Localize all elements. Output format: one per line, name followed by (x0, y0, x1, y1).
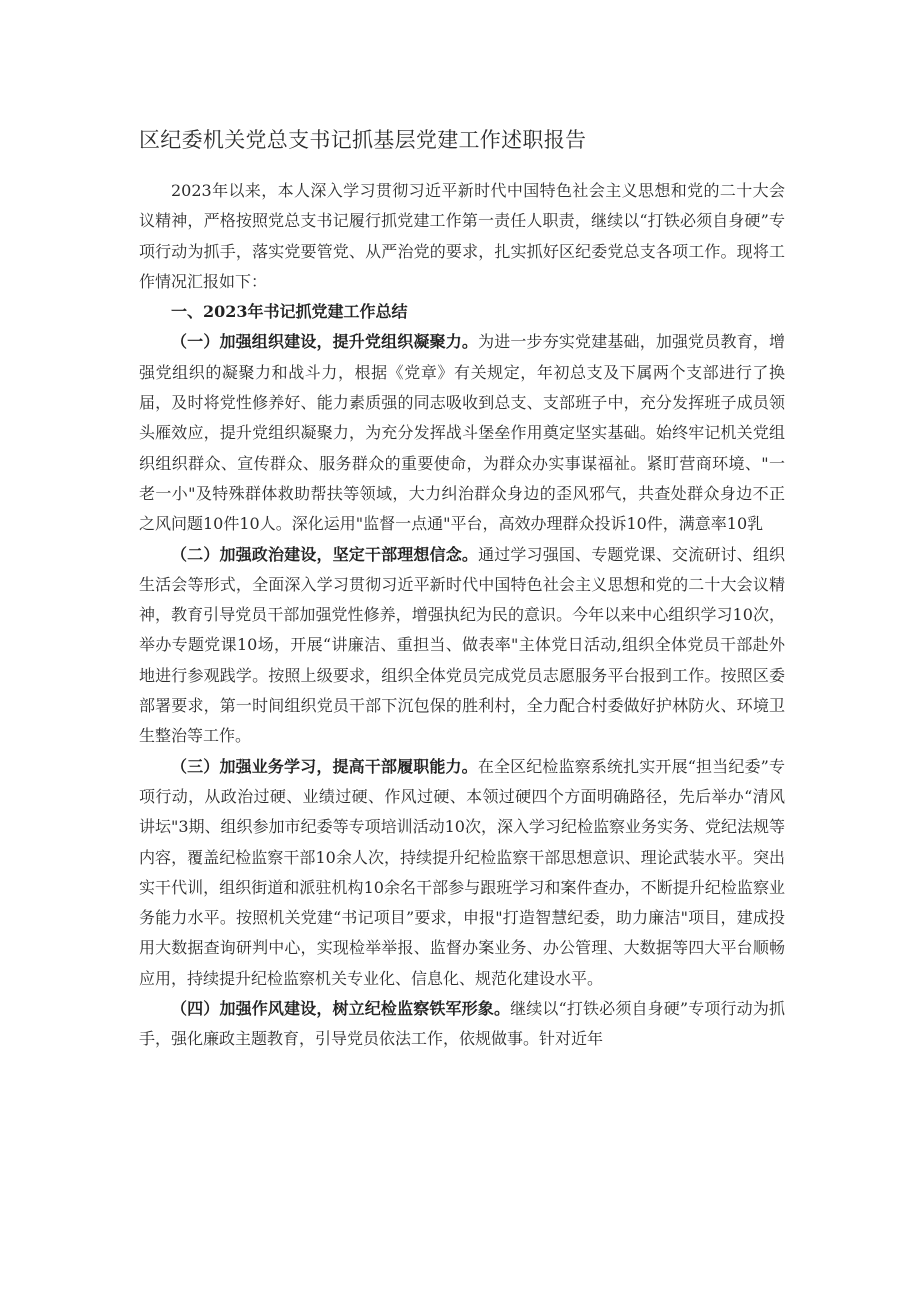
item-paragraph-4 (139, 994, 785, 1055)
item-lead-3: （三）加强业务学习，提高干部履职能力。 (171, 756, 478, 776)
document-body (139, 176, 785, 1055)
item-lead-4: （四）加强作风建设，树立纪检监察铁军形象。 (171, 999, 511, 1019)
item-text-3: 在全区纪检监察系统扎实开展“担当纪委”专项行动，从政治过硬、业绩过硬、作风过硬、本领过硬四个方面明确路径，先后举办“清风讲坛"3期、组织参加市纪委等专项培训活动10次，深入学习纪检监察业务实务、党纪法规等内容，覆盖纪检监察干部10余人次，持续提升纪检监察干部思想意识、理论武装水平。突出实干代训，组织街道和派驻机构10余名干部参与跟班学习和案件查办，不断提升纪检监察业务能力水平。按照机关党建“书记项目”要求，申报"打造智慧纪委，助力廉洁"项目，建成投用大数据查询研判中心，实现检举举报、监督办案业务、办公管理、大数据等四大平台顺畅应用，持续提升纪检监察机关专业化、信息化、规范化建设水平。 (139, 756, 785, 988)
item-text-4: 继续以“打铁必须自身硬”专项行动为抓手，强化廉政主题教育，引导党员依法工作，依规做事。针对近年 (139, 999, 785, 1049)
item-lead-1: （一）加强组织建设，提升党组织凝聚力。 (171, 332, 479, 352)
document-title: 区纪委机关党总支书记抓基层党建工作述职报告 (139, 128, 587, 152)
section-heading: 一、2023年书记抓党建工作总结 (171, 302, 408, 322)
item-paragraph-1 (139, 327, 785, 539)
item-text-2: 通过学习强国、专题党课、交流研讨、组织生活会等形式，全面深入学习贯彻习近平新时代中国特色社会主义思想和党的二十大会议精神，教育引导党员干部加强党性修养，增强执纪为民的意识。今年以来中心组织学习10次，举办专题党课10场，开展“讲廉洁、重担当、做表率"主体党日活动,组织全体党员干部赴外地进行参观践学。按照上级要求，组织全体党员完成党员志愿服务平台报到工作。按照区委部署要求，第一时间组织党员干部下沉包保的胜利村，全力配合村委做好护林防火、环境卫生整治等工作。 (139, 544, 785, 746)
item-paragraph-2 (139, 540, 785, 752)
item-paragraph-3 (139, 752, 785, 994)
item-lead-2: （二）加强政治建设，坚定干部理想信念。 (171, 544, 479, 564)
item-text-1: 为进一步夯实党建基础，加强党员教育，增强党组织的凝聚力和战斗力，根据《党章》有关规定，年初总支及下属两个支部进行了换届，及时将党性修养好、能力素质强的同志吸收到总支、支部班子中，充分发挥班子成员领头雁效应，提升党组织凝聚力，为充分发挥战斗堡垒作用奠定坚实基础。始终牢记机关党组织组织群众、宣传群众、服务群众的重要使命，为群众办实事谋福祉。紧盯营商环境、"一老一小"及特殊群体救助帮扶等领域，大力纠治群众身边的歪风邪气，共查处群众身边不正之风问题10件10人。深化运用"监督一点通"平台，高效办理群众投诉10件，满意率10乳 (139, 332, 785, 534)
intro-paragraph: 2023年以来，本人深入学习贯彻习近平新时代中国特色社会主义思想和党的二十大会议精神，严格按照党总支书记履行抓党建工作第一责任人职责，继续以“打铁必须自身硬”专项行动为抓手，落实党要管党、从严治党的要求，扎实抓好区纪委党总支各项工作。现将工作情况汇报如下： (139, 181, 785, 291)
